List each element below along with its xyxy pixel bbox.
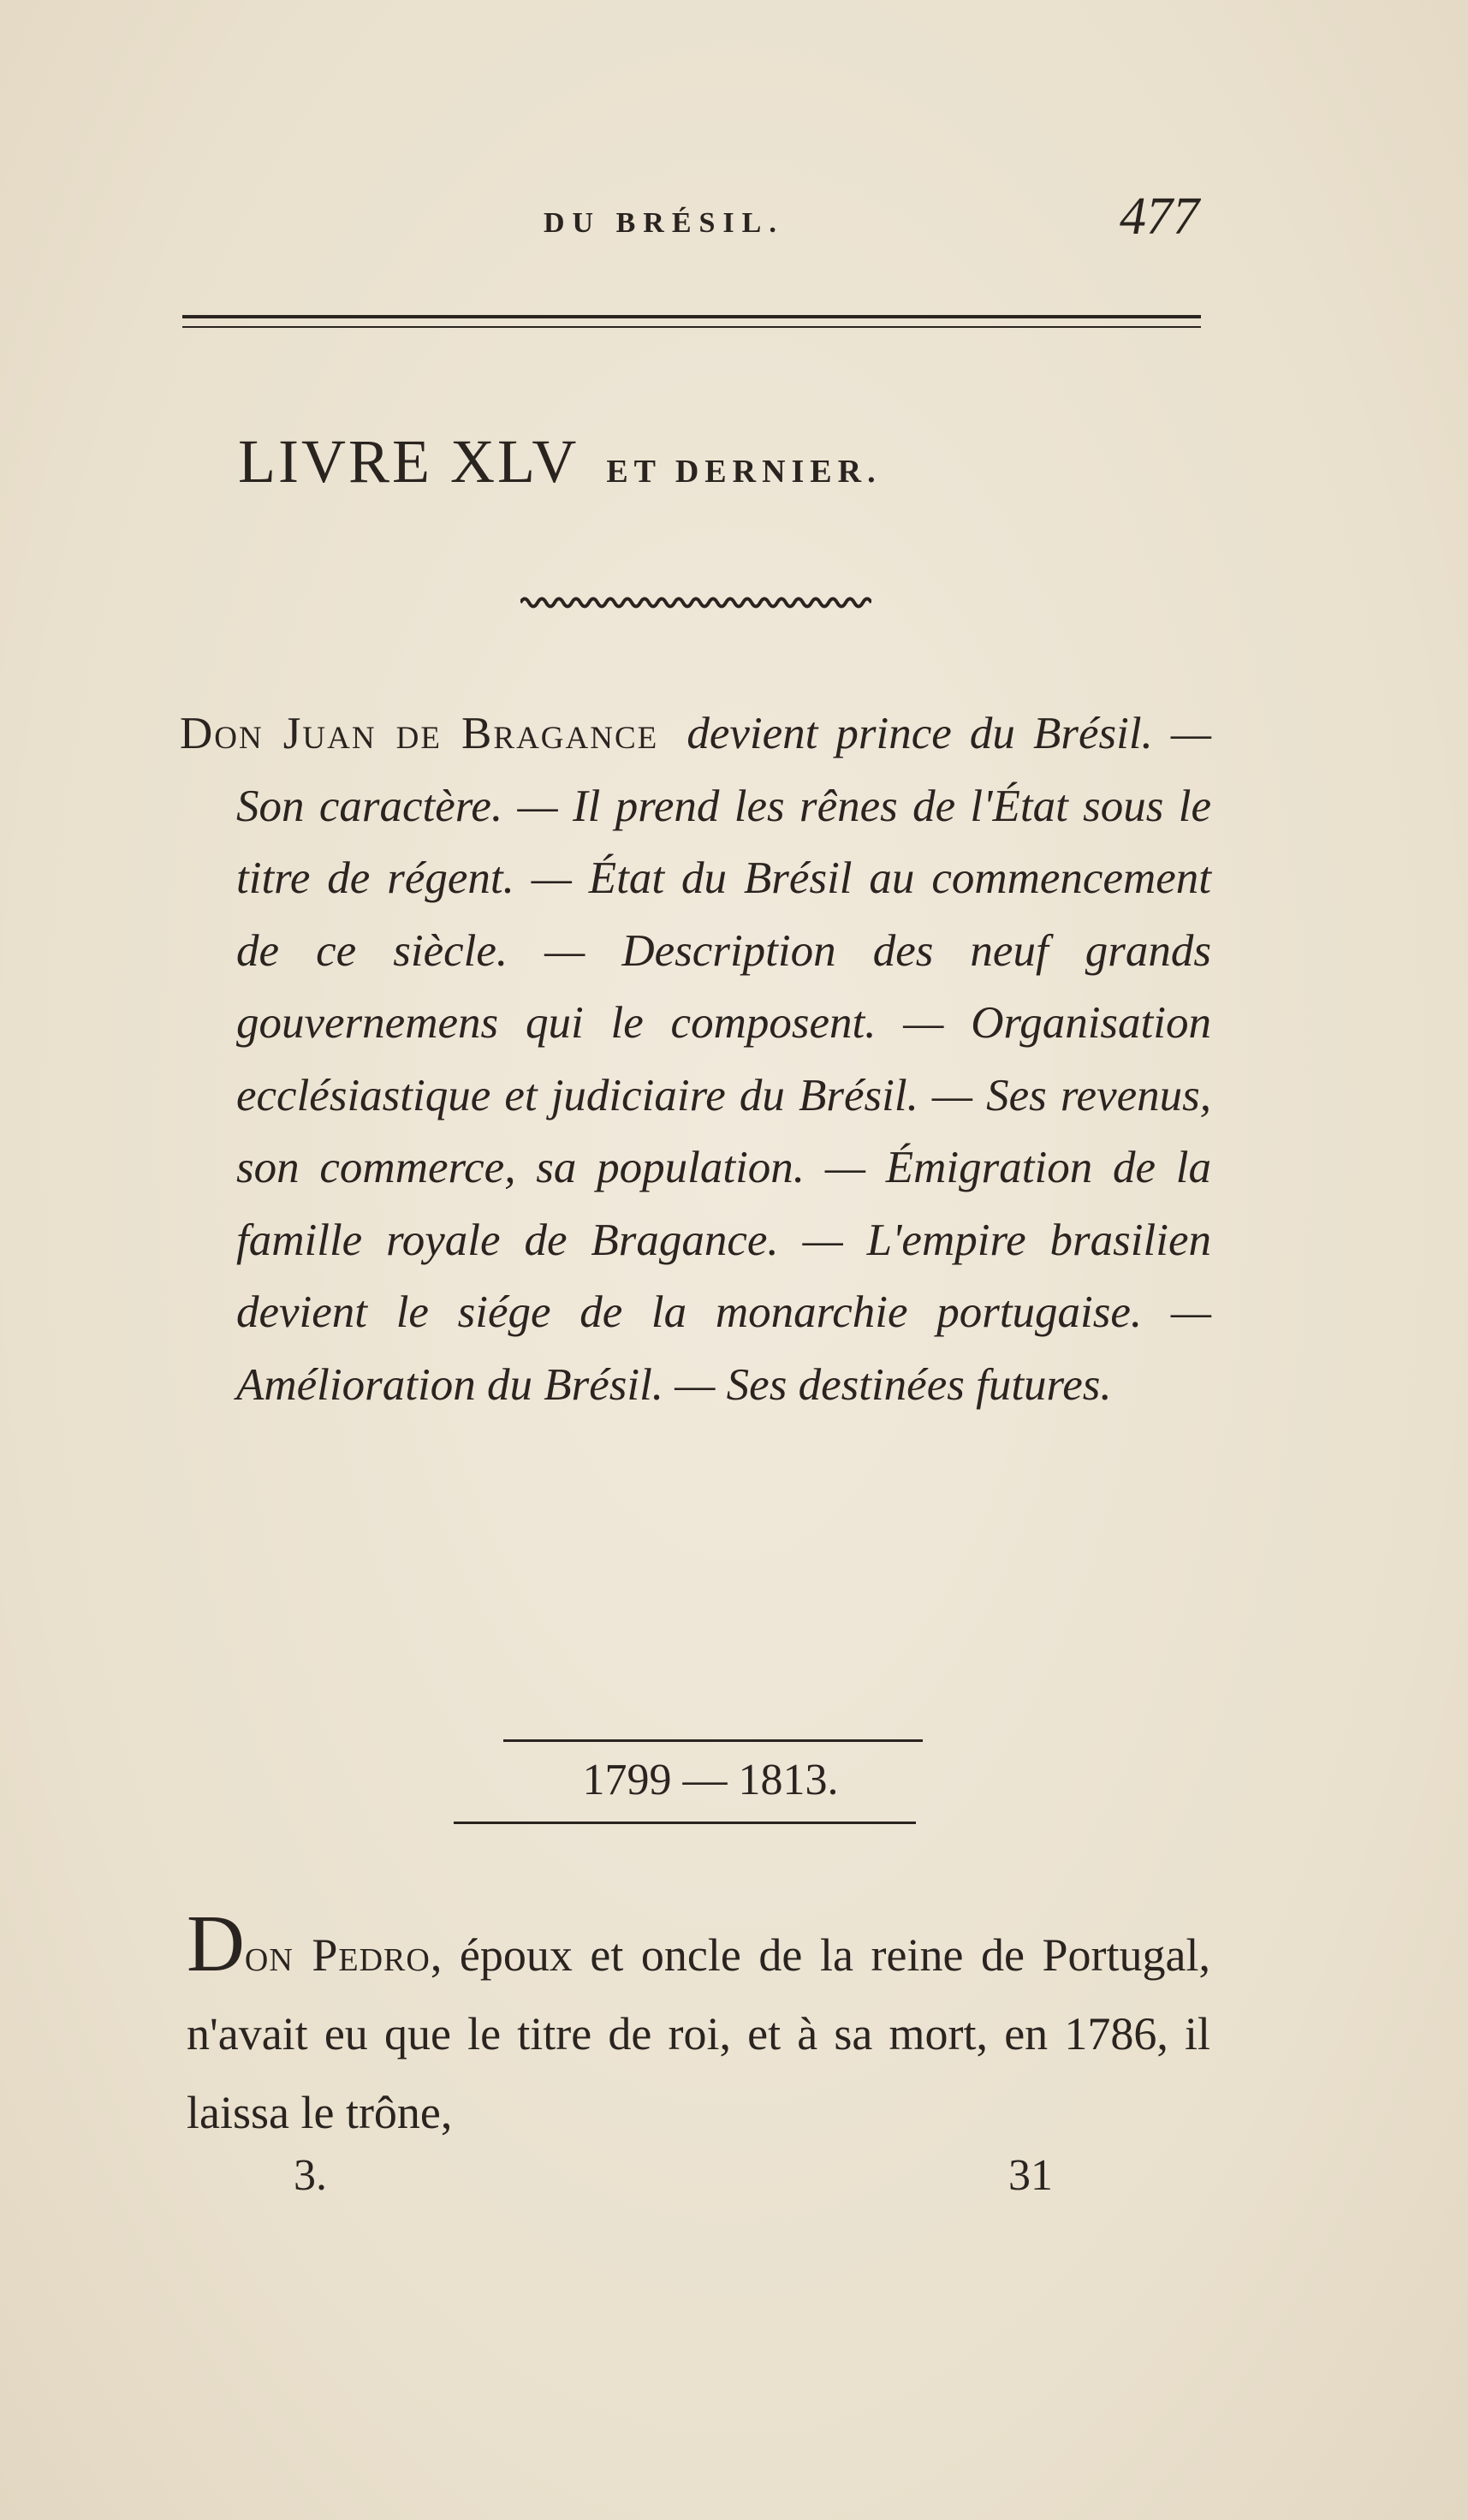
signature-mark-left: 3.: [294, 2151, 327, 2200]
body-lead: on Pedro: [244, 1929, 431, 1981]
drop-cap: D: [187, 1899, 245, 1988]
body-paragraph: [187, 1899, 1210, 2152]
book-title: [238, 426, 882, 497]
book-title-main: LIVRE XLV: [238, 427, 579, 496]
header-rule: [182, 315, 1201, 328]
body-text: , époux et oncle de la reine de Portugal, n'avait eu que le titre de roi, et à sa mort, en 1786, il laissa le trône,: [187, 1929, 1210, 2138]
summary-text: devient prince du Brésil. — Son caractère. — Il prend les rênes de l'État sous le titre de régent. — État du Brésil au commencement de ce siècle. — Description des neuf grands gouvernemens qui le composent. — Organisation ecclésiastique et judiciaire du Brésil. — Ses revenus, son commerce, sa population. — Émigration de la famille royale de Bragance. — L'empire brasilien devient le siége de la monarchie portugaise. — Amélioration du Brésil. — Ses destinées futures.: [236, 709, 1211, 1410]
date-rule-bottom: [454, 1822, 916, 1824]
date-range: 1799 — 1813.: [582, 1756, 839, 1804]
signature-mark-right: 31: [1008, 2151, 1053, 2200]
summary-lead: Don Juan de Bragance: [180, 709, 659, 758]
page-number: 477: [1120, 187, 1199, 246]
date-rule-top: [503, 1739, 923, 1742]
page-header: [180, 181, 1207, 259]
ornamental-divider: [520, 595, 871, 610]
running-title: DU BRÉSIL.: [544, 207, 784, 239]
book-title-suffix: ET DERNIER.: [606, 454, 882, 490]
chapter-summary: [180, 698, 1211, 1421]
